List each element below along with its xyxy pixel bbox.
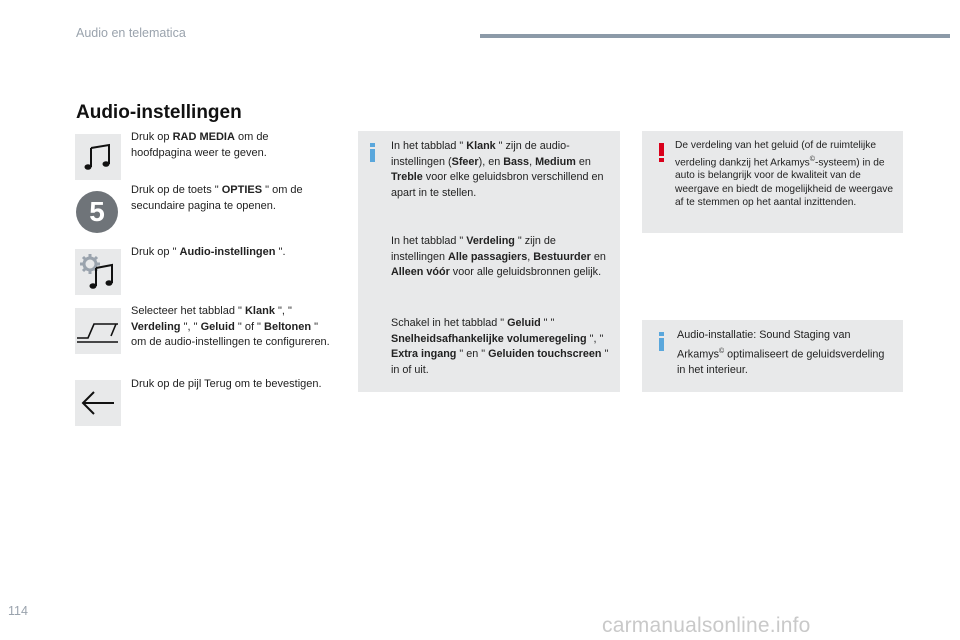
page-number: 114	[8, 604, 28, 618]
settings-music-icon	[75, 249, 121, 295]
step-text-4: Selecteer het tabblad " Klank ", " Verdeling ", " Geluid " of " Beltonen " om de audio-instellingen te configureren.	[131, 305, 330, 348]
info-box-settings	[358, 131, 620, 392]
tab-icon	[75, 308, 121, 354]
note-box	[642, 320, 903, 392]
warning-box	[642, 131, 903, 233]
info-icon	[659, 332, 664, 351]
warning-icon	[659, 143, 664, 162]
info-paragraph-klank: In het tabblad " Klank " zijn de audio-instellingen (Sfeer), en Bass, Medium en Treble voor elke geluidsbron verschillend en apart in te stellen.	[391, 140, 604, 199]
header-rule	[480, 34, 950, 38]
running-header: Audio en telematica	[76, 26, 186, 40]
watermark: carmanualsonline.info	[602, 614, 811, 637]
section-title: Audio-instellingen	[76, 102, 242, 123]
number-5-icon	[76, 191, 118, 233]
step-number-badge: 5	[89, 196, 105, 227]
step-text-3: Druk op " Audio-instellingen ".	[131, 246, 286, 258]
step-text-1: Druk op RAD MEDIA om de hoofdpagina weer te geven.	[131, 131, 269, 159]
back-arrow-icon	[75, 380, 121, 426]
info-paragraph-geluid: Schakel in het tabblad " Geluid " " Snelheidsafhankelijke volumeregeling ", " Extra ingang " en " Geluiden touchscreen " in of uit.	[391, 317, 609, 376]
note-text: Audio-installatie: Sound Staging van Arkamys© optimaliseert de geluidsverdeling in het interieur.	[677, 329, 885, 376]
step-text-5: Druk op de pijl Terug om te bevestigen.	[131, 378, 322, 390]
warning-text: De verdeling van het geluid (of de ruimtelijke verdeling dankzij het Arkamys©-systeem) in de auto is belangrijk voor de kwaliteit van de weergave en biedt de mogelijkheid de weergave af te stemmen op het aantal inzittenden.	[675, 140, 894, 209]
info-paragraph-verdeling: In het tabblad " Verdeling " zijn de instellingen Alle passagiers, Bestuurder en Alleen vóór voor alle geluidsbronnen gelijk.	[391, 235, 606, 278]
step-text-2: Druk op de toets " OPTIES " om de secundaire pagina te openen.	[131, 184, 303, 212]
info-icon	[370, 143, 375, 162]
music-note-icon	[75, 134, 121, 180]
